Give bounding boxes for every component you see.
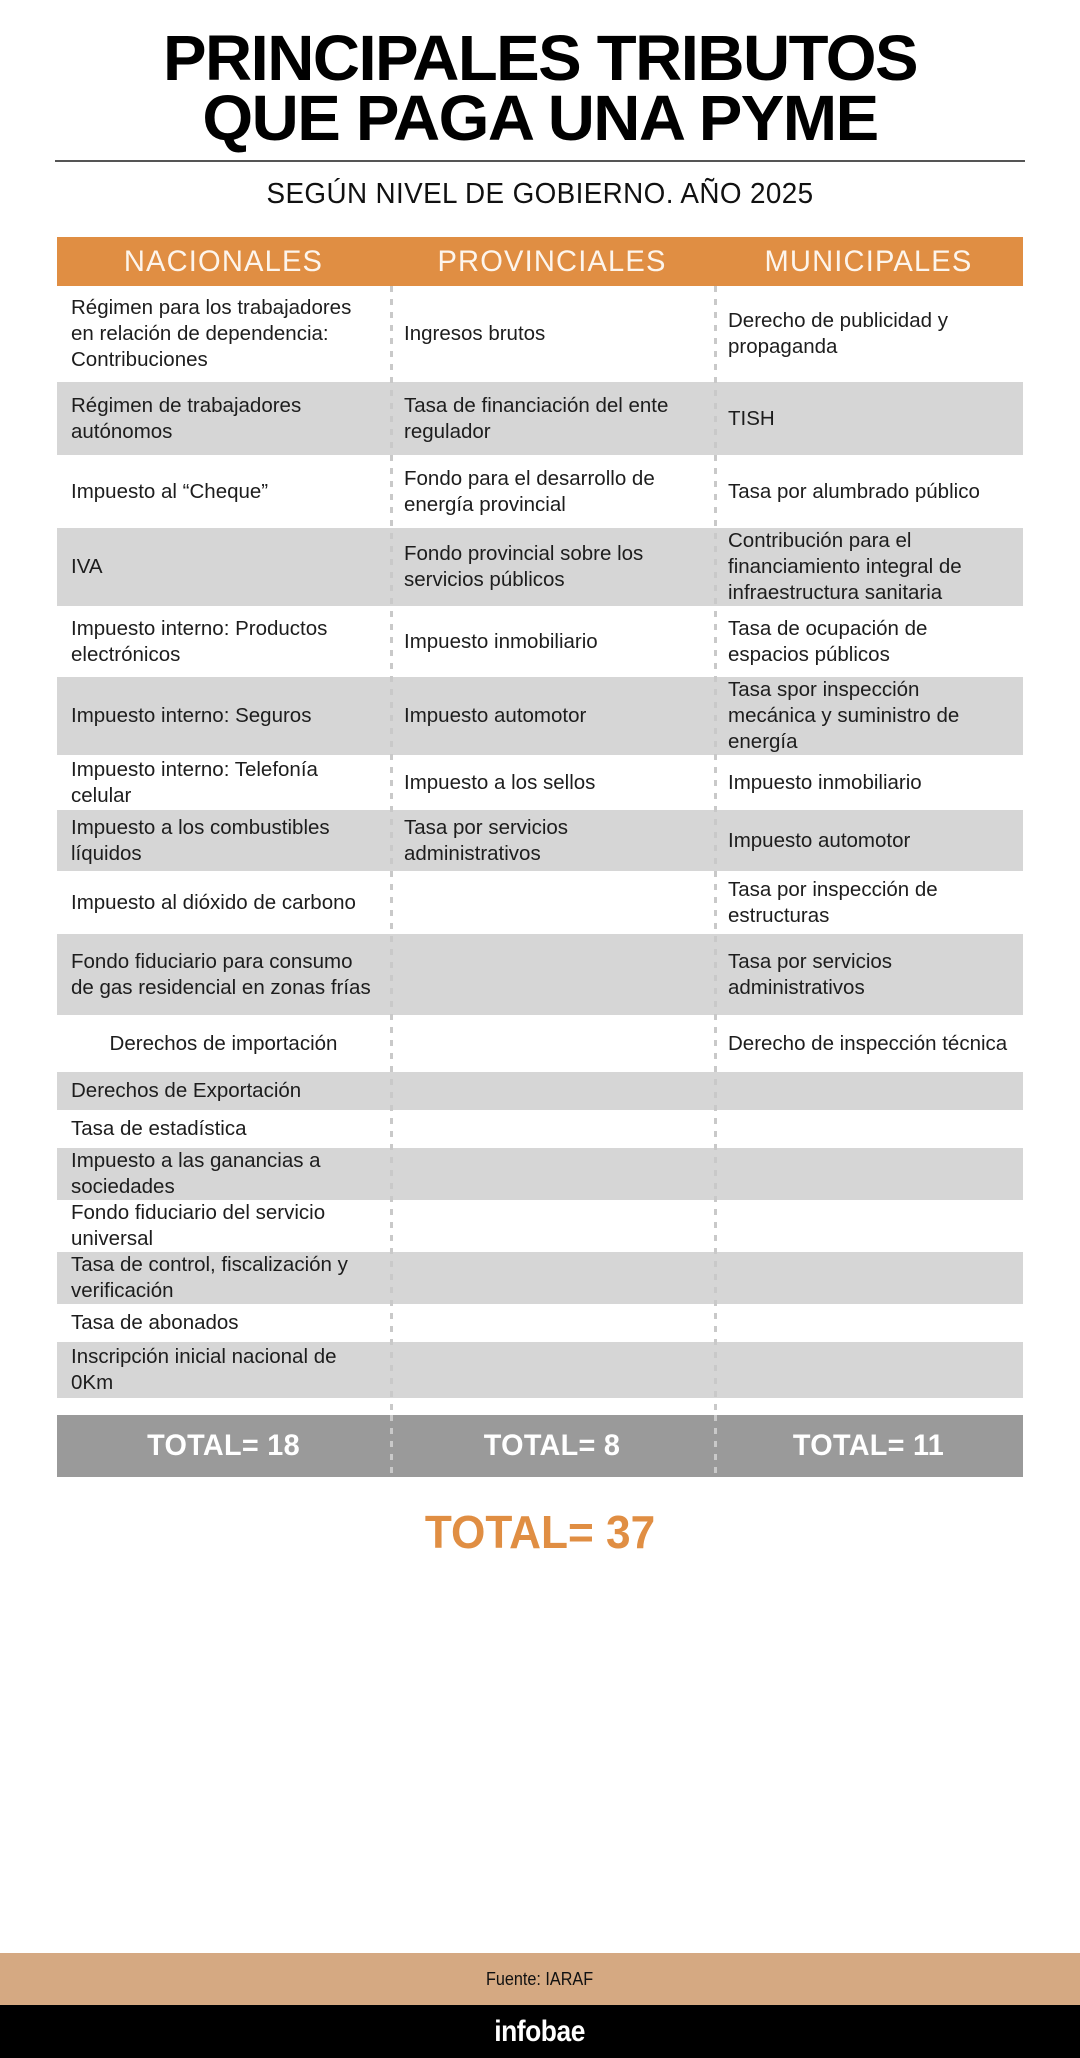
cell-nacional: Impuesto interno: Productos electrónicos [71, 616, 328, 666]
cell-provincial: Fondo para el desarrollo de energía provincial [404, 466, 655, 516]
table-row [57, 1072, 1023, 1110]
cell-provincial: Ingresos brutos [404, 322, 546, 346]
cell-provincial-empty [390, 1148, 714, 1200]
cell-municipal: Tasa por alumbrado público [728, 479, 980, 503]
cell-nacional: Régimen de trabajadores autónomos [71, 393, 302, 443]
cell-municipal-empty [714, 1304, 1023, 1342]
cell-municipal: Tasa spor inspección mecánica y suministro de energía [728, 677, 960, 754]
cell-nacional: Impuesto a las ganancias a sociedades [71, 1149, 321, 1199]
source-bar [0, 1953, 1080, 2005]
cell-municipal: Impuesto automotor [728, 828, 911, 852]
cell-nacional: Derechos de Exportación [71, 1079, 302, 1103]
cell-nacional: Régimen para los trabajadores en relación de dependencia: Contribuciones [71, 295, 352, 372]
cell-nacional: Impuesto a los combustibles líquidos [71, 815, 330, 865]
table-row [57, 755, 1023, 810]
table-row [57, 934, 1023, 1015]
cell-municipal: Tasa por servicios administrativos [728, 949, 893, 999]
cell-provincial-empty [390, 1200, 714, 1252]
column-header-nacionales: NACIONALES [123, 244, 324, 278]
cell-nacional: Derechos de importación [109, 1031, 338, 1055]
cell-nacional: Fondo fiduciario del servicio universal [71, 1201, 326, 1251]
title-line-2: QUE PAGA UNA PYME [202, 82, 878, 155]
tributos-table [57, 237, 1023, 1559]
cell-provincial-empty [390, 1342, 714, 1398]
cell-provincial: Tasa por servicios administrativos [404, 815, 569, 865]
cell-nacional: Tasa de estadística [71, 1117, 247, 1141]
table-row [57, 1252, 1023, 1304]
cell-municipal-empty [714, 1200, 1023, 1252]
cell-municipal: Derecho de publicidad y propaganda [728, 309, 948, 359]
cell-municipal: Impuesto inmobiliario [728, 770, 922, 794]
cell-municipal-empty [714, 1110, 1023, 1148]
cell-municipal-empty [714, 1342, 1023, 1398]
page-title [45, 22, 1034, 155]
title-divider [55, 160, 1025, 162]
page-subtitle: SEGÚN NIVEL DE GOBIERNO. AÑO 2025 [266, 178, 814, 211]
cell-municipal: Tasa por inspección de estructuras [728, 877, 938, 927]
cell-provincial-empty [390, 934, 714, 1015]
column-header-municipales: MUNICIPALES [764, 244, 973, 278]
table-row [57, 871, 1023, 934]
cell-provincial-empty [390, 1015, 714, 1072]
table-row [57, 1110, 1023, 1148]
cell-nacional: Tasa de abonados [71, 1311, 239, 1335]
totals-row [57, 1415, 1023, 1477]
brand-bar [0, 2005, 1080, 2058]
cell-provincial-empty [390, 1072, 714, 1110]
cell-municipal-empty [714, 1252, 1023, 1304]
infobae-logo: infobae [494, 2014, 586, 2048]
source-label: Fuente: IARAF [486, 1968, 594, 1989]
total-provinciales: TOTAL= 8 [483, 1429, 621, 1463]
table-row [57, 1304, 1023, 1342]
column-header-provinciales: PROVINCIALES [437, 244, 667, 278]
table-row [57, 677, 1023, 755]
cell-nacional: Impuesto al dióxido de carbono [71, 890, 356, 914]
total-nacionales: TOTAL= 18 [147, 1429, 300, 1463]
cell-nacional: Impuesto interno: Telefonía celular [71, 757, 318, 807]
cell-municipal: Contribución para el financiamiento integral de infraestructura sanitaria [728, 528, 962, 605]
title-line-1: PRINCIPALES TRIBUTOS [162, 22, 918, 94]
table-row [57, 1015, 1023, 1072]
cell-provincial: Impuesto automotor [404, 704, 587, 728]
totals-spacer [57, 1398, 1023, 1415]
cell-nacional: Impuesto al “Cheque” [71, 479, 269, 503]
totals-separator-2 [714, 1415, 717, 1477]
total-municipales: TOTAL= 11 [792, 1429, 945, 1463]
table-row [57, 286, 1023, 382]
cell-municipal-empty [714, 1072, 1023, 1110]
grand-total: TOTAL= 37 [424, 1506, 656, 1559]
infographic-header [0, 0, 1080, 211]
cell-municipal: Derecho de inspección técnica [728, 1031, 1008, 1055]
table-row [57, 455, 1023, 528]
cell-nacional: Fondo fiduciario para consumo de gas residencial en zonas frías [71, 949, 371, 999]
table-row [57, 1200, 1023, 1252]
table-row [57, 528, 1023, 606]
table-row [57, 606, 1023, 677]
cell-provincial-empty [390, 1110, 714, 1148]
table-row [57, 810, 1023, 871]
cell-provincial-empty [390, 871, 714, 934]
table-row [57, 382, 1023, 455]
cell-provincial-empty [390, 1252, 714, 1304]
table-header-row [57, 237, 1023, 286]
cell-municipal-empty [714, 1148, 1023, 1200]
cell-municipal: TISH [728, 406, 775, 430]
cell-nacional: Inscripción inicial nacional de 0Km [71, 1345, 337, 1395]
cell-provincial-empty [390, 1304, 714, 1342]
cell-nacional: Tasa de control, fiscalización y verificación [71, 1253, 348, 1303]
cell-nacional: Impuesto interno: Seguros [71, 704, 312, 728]
cell-provincial: Fondo provincial sobre los servicios públicos [404, 542, 644, 592]
cell-provincial: Impuesto inmobiliario [404, 629, 598, 653]
cell-provincial: Impuesto a los sellos [404, 770, 596, 794]
cell-nacional: IVA [71, 555, 103, 579]
totals-separator-1 [390, 1415, 393, 1477]
table-row [57, 1148, 1023, 1200]
cell-provincial: Tasa de financiación del ente regulador [404, 393, 669, 443]
cell-municipal: Tasa de ocupación de espacios públicos [728, 616, 928, 666]
table-row [57, 1342, 1023, 1398]
table-body [57, 286, 1023, 1415]
